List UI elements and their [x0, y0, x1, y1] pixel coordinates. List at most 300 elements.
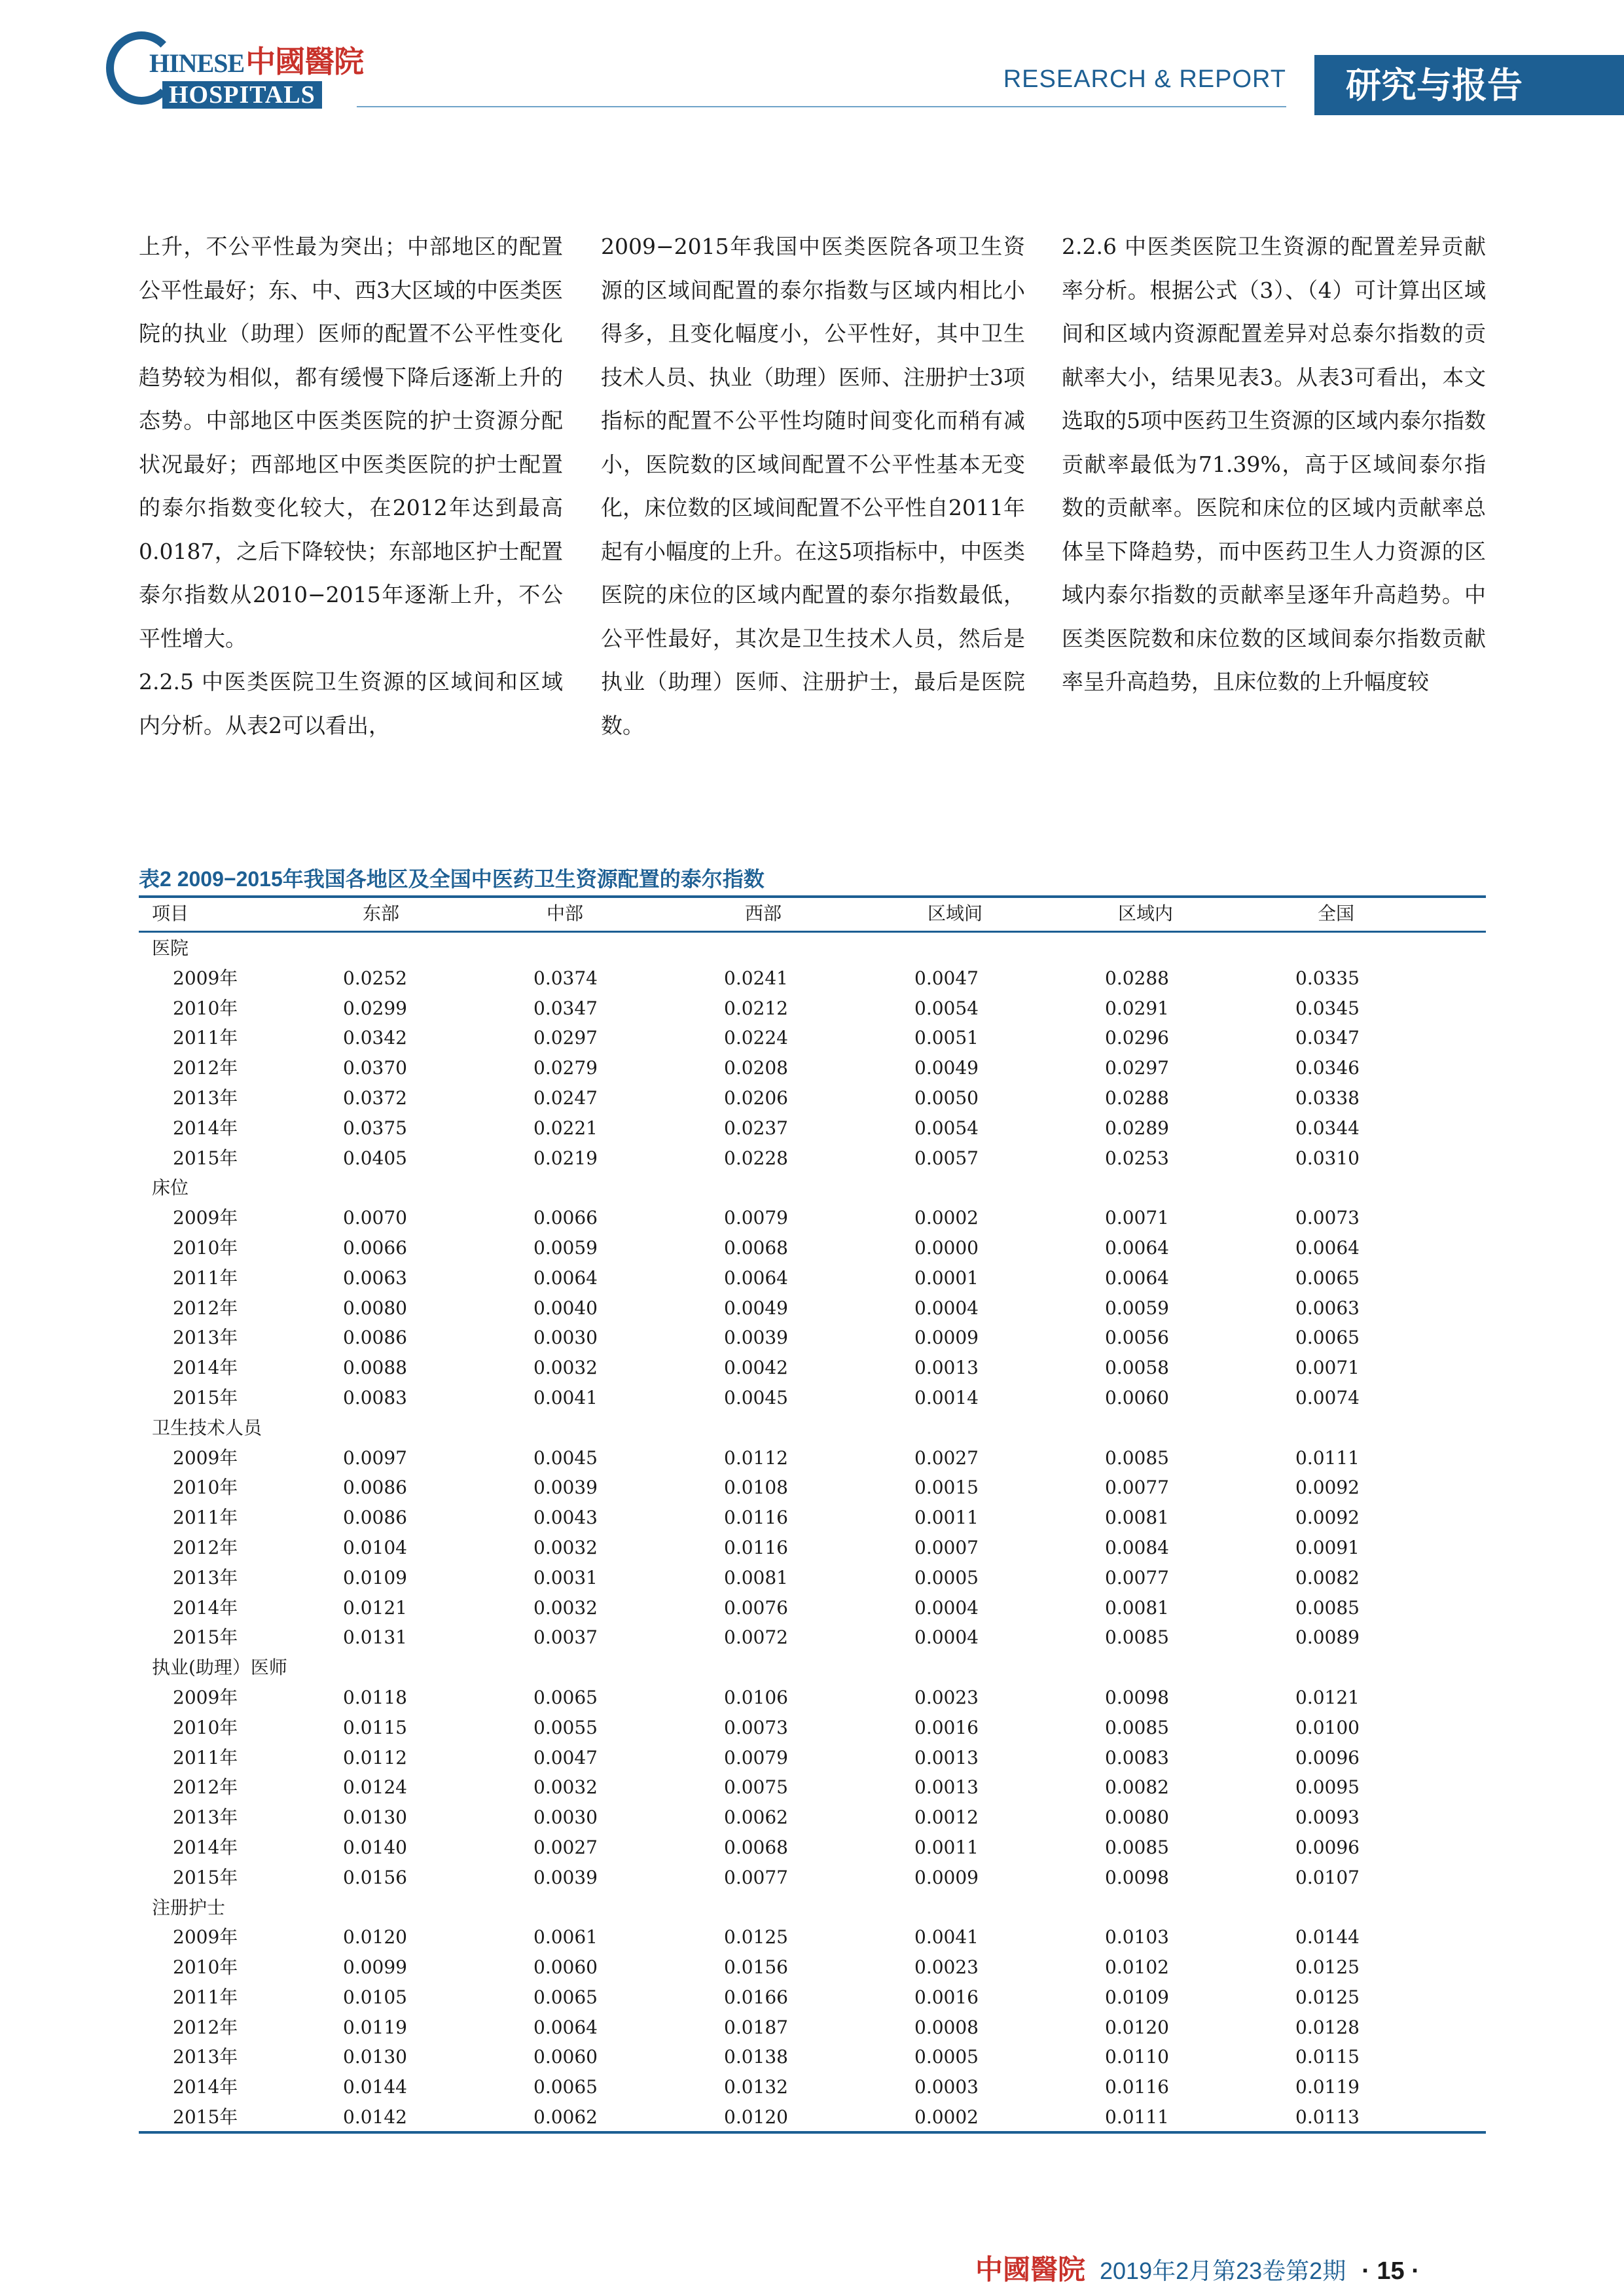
table-row — [139, 1743, 1486, 1773]
value-cell: 0.0335 — [1295, 967, 1360, 989]
value-cell: 0.0015 — [914, 1477, 979, 1499]
value-cell: 0.0080 — [343, 1297, 407, 1319]
logo-wordmark — [149, 45, 363, 80]
value-cell: 0.0083 — [343, 1386, 407, 1408]
value-cell: 0.0247 — [533, 1086, 598, 1109]
value-cell: 0.0050 — [914, 1086, 979, 1109]
value-cell: 0.0092 — [1295, 1477, 1360, 1499]
year-cell: 2012年 — [173, 1297, 238, 1319]
year-cell: 2013年 — [173, 1327, 238, 1349]
table-row — [139, 2042, 1486, 2072]
value-cell: 0.0072 — [724, 1626, 788, 1649]
column-header: 项目 — [152, 903, 189, 924]
value-cell: 0.0115 — [343, 1716, 407, 1738]
value-cell: 0.0004 — [914, 1626, 979, 1649]
value-cell: 0.0187 — [724, 2016, 788, 2038]
value-cell: 0.0058 — [1105, 1357, 1169, 1379]
value-cell: 0.0291 — [1105, 997, 1169, 1019]
table-row — [139, 1563, 1486, 1593]
value-cell: 0.0066 — [343, 1236, 407, 1259]
group-label: 医院 — [152, 937, 189, 959]
value-cell: 0.0077 — [1105, 1477, 1169, 1499]
value-cell: 0.0116 — [1105, 2076, 1169, 2098]
value-cell: 0.0065 — [533, 2076, 598, 2098]
column-header: 中部 — [547, 903, 584, 924]
column-header: 东部 — [363, 903, 400, 924]
value-cell: 0.0125 — [1295, 1956, 1360, 1979]
value-cell: 0.0049 — [724, 1297, 788, 1319]
section-tab — [1314, 55, 1624, 115]
table-row — [139, 1593, 1486, 1623]
value-cell: 0.0372 — [343, 1086, 407, 1109]
value-cell: 0.0096 — [1295, 1836, 1360, 1858]
value-cell: 0.0344 — [1295, 1117, 1360, 1139]
table-row — [139, 1833, 1486, 1863]
value-cell: 0.0047 — [914, 967, 979, 989]
value-cell: 0.0063 — [1295, 1297, 1360, 1319]
value-cell: 0.0116 — [724, 1507, 788, 1529]
value-cell: 0.0013 — [914, 1357, 979, 1379]
value-cell: 0.0345 — [1295, 997, 1360, 1019]
value-cell: 0.0065 — [533, 1686, 598, 1708]
value-cell: 0.0110 — [1105, 2046, 1169, 2068]
value-cell: 0.0140 — [343, 1836, 407, 1858]
value-cell: 0.0040 — [533, 1297, 598, 1319]
year-cell: 2015年 — [173, 2106, 238, 2128]
value-cell: 0.0138 — [724, 2046, 788, 2068]
value-cell: 0.0098 — [1105, 1686, 1169, 1708]
table-row — [139, 963, 1486, 994]
value-cell: 0.0045 — [533, 1446, 598, 1469]
paragraph: 2.2.6 中医类医院卫生资源的配置差异贡献率分析。根据公式（3）、（4）可计算出区域间和区域内资源配置差异对总泰尔指数的贡献率大小，结果见表3。从表3可看出，本文选取的5项中医药卫生资源的区域内泰尔指数贡献率最低为71.39%，高于区域间泰尔指数的贡献率。医院和床位的区域内贡献率总体呈下降趋势，而中医药卫生人力资源的区域内泰尔指数的贡献率呈逐年升高趋势。中医类医院数和床位数的区域间泰尔指数贡献率呈升高趋势，且床位数的上升幅度较 — [1062, 234, 1486, 694]
value-cell: 0.0032 — [533, 1357, 598, 1379]
value-cell: 0.0253 — [1105, 1147, 1169, 1169]
table-row — [139, 1683, 1486, 1713]
value-cell: 0.0079 — [724, 1207, 788, 1229]
value-cell: 0.0121 — [343, 1596, 407, 1619]
value-cell: 0.0003 — [914, 2076, 979, 2098]
year-cell: 2014年 — [173, 1596, 238, 1619]
table-row — [139, 1982, 1486, 2013]
value-cell: 0.0297 — [1105, 1057, 1169, 1079]
value-cell: 0.0054 — [914, 997, 979, 1019]
value-cell: 0.0011 — [914, 1836, 979, 1858]
table-group-row — [139, 1893, 1486, 1923]
year-cell: 2010年 — [173, 1477, 238, 1499]
value-cell: 0.0085 — [1105, 1716, 1169, 1738]
value-cell: 0.0119 — [343, 2016, 407, 2038]
value-cell: 0.0085 — [1105, 1626, 1169, 1649]
value-cell: 0.0070 — [343, 1207, 407, 1229]
table-row — [139, 1113, 1486, 1143]
column-header: 区域内 — [1118, 903, 1174, 924]
value-cell: 0.0088 — [343, 1357, 407, 1379]
value-cell: 0.0289 — [1105, 1117, 1169, 1139]
value-cell: 0.0041 — [533, 1386, 598, 1408]
value-cell: 0.0115 — [1295, 2046, 1360, 2068]
table-row — [139, 1323, 1486, 1353]
value-cell: 0.0375 — [343, 1117, 407, 1139]
year-cell: 2009年 — [173, 1446, 238, 1469]
value-cell: 0.0064 — [1105, 1236, 1169, 1259]
value-cell: 0.0091 — [1295, 1536, 1360, 1558]
value-cell: 0.0405 — [343, 1147, 407, 1169]
table-group-row — [139, 1413, 1486, 1443]
value-cell: 0.0119 — [1295, 2076, 1360, 2098]
value-cell: 0.0085 — [1105, 1446, 1169, 1469]
value-cell: 0.0111 — [1105, 2106, 1169, 2128]
value-cell: 0.0279 — [533, 1057, 598, 1079]
table-row — [139, 1952, 1486, 1982]
paragraph: 上升，不公平性最为突出；中部地区的配置公平性最好；东、中、西3大区域的中医类医院的执业（助理）医师的配置不公平性变化趋势较为相似，都有缓慢下降后逐渐上升的态势。中部地区中医类医院的护士资源分配状况最好；西部地区中医类医院的护士配置的泰尔指数变化较大，在2012年达到最高0.0187，之后下降较快；东部地区护士配置泰尔指数从2010−2015年逐渐上升，不公平性增大。 — [139, 234, 563, 651]
year-cell: 2015年 — [173, 1866, 238, 1888]
value-cell: 0.0023 — [914, 1686, 979, 1708]
value-cell: 0.0082 — [1105, 1776, 1169, 1799]
value-cell: 0.0064 — [533, 2016, 598, 2038]
value-cell: 0.0082 — [1295, 1566, 1360, 1588]
value-cell: 0.0097 — [343, 1446, 407, 1469]
logo-en-bottom: HOSPITALS — [162, 81, 322, 109]
value-cell: 0.0085 — [1105, 1836, 1169, 1858]
paragraph: 2.2.5 中医类医院卫生资源的区域间和区域内分析。从表2可以看出， — [139, 669, 563, 738]
value-cell: 0.0131 — [343, 1626, 407, 1649]
year-cell: 2009年 — [173, 1207, 238, 1229]
value-cell: 0.0296 — [1105, 1027, 1169, 1049]
value-cell: 0.0031 — [533, 1566, 598, 1588]
value-cell: 0.0002 — [914, 1207, 979, 1229]
value-cell: 0.0347 — [1295, 1027, 1360, 1049]
value-cell: 0.0252 — [343, 967, 407, 989]
value-cell: 0.0081 — [724, 1566, 788, 1588]
table-title: 表2 2009−2015年我国各地区及全国中医药卫生资源配置的泰尔指数 — [139, 867, 765, 891]
text-column-1 — [139, 225, 563, 747]
value-cell: 0.0288 — [1105, 967, 1169, 989]
value-cell: 0.0049 — [914, 1057, 979, 1079]
page-number: · 15 · — [1362, 2257, 1420, 2285]
table-row — [139, 1023, 1486, 1053]
value-cell: 0.0208 — [724, 1057, 788, 1079]
table-row — [139, 2072, 1486, 2102]
value-cell: 0.0108 — [724, 1477, 788, 1499]
table-header-row — [139, 894, 1486, 933]
value-cell: 0.0130 — [343, 2046, 407, 2068]
value-cell: 0.0081 — [1105, 1507, 1169, 1529]
value-cell: 0.0125 — [724, 1926, 788, 1948]
value-cell: 0.0060 — [533, 2046, 598, 2068]
value-cell: 0.0007 — [914, 1536, 979, 1558]
paragraph: 2009−2015年我国中医类医院各项卫生资源的区域间配置的泰尔指数与区域内相比小得多，且变化幅度小，公平性好，其中卫生技术人员、执业（助理）医师、注册护士3项指标的配置不公平性均随时间变化而稍有减小，医院数的区域间配置不公平性基本无变化，床位数的区域间配置不公平性自2011年起有小幅度的上升。在这5项指标中，中医类医院的床位的区域内配置的泰尔指数最低，公平性最好，其次是卫生技术人员，然后是执业（助理）医师、注册护士，最后是医院数。 — [601, 234, 1025, 738]
year-cell: 2011年 — [173, 1507, 238, 1529]
table-row — [139, 1143, 1486, 1174]
table-row — [139, 1863, 1486, 1893]
year-cell: 2012年 — [173, 1057, 238, 1079]
value-cell: 0.0103 — [1105, 1926, 1169, 1948]
value-cell: 0.0039 — [533, 1866, 598, 1888]
value-cell: 0.0120 — [1105, 2016, 1169, 2038]
value-cell: 0.0105 — [343, 1986, 407, 2008]
value-cell: 0.0068 — [724, 1236, 788, 1259]
value-cell: 0.0043 — [533, 1507, 598, 1529]
journal-logo — [106, 31, 364, 110]
value-cell: 0.0118 — [343, 1686, 407, 1708]
table-row — [139, 1623, 1486, 1653]
value-cell: 0.0005 — [914, 1566, 979, 1588]
value-cell: 0.0100 — [1295, 1716, 1360, 1738]
year-cell: 2015年 — [173, 1147, 238, 1169]
year-cell: 2012年 — [173, 2016, 238, 2038]
research-report-label: RESEARCH & REPORT — [1003, 65, 1286, 93]
value-cell: 0.0089 — [1295, 1626, 1360, 1649]
value-cell: 0.0104 — [343, 1536, 407, 1558]
value-cell: 0.0086 — [343, 1477, 407, 1499]
year-cell: 2010年 — [173, 1236, 238, 1259]
table-row — [139, 994, 1486, 1024]
value-cell: 0.0042 — [724, 1357, 788, 1379]
value-cell: 0.0032 — [533, 1776, 598, 1799]
value-cell: 0.0027 — [914, 1446, 979, 1469]
value-cell: 0.0066 — [533, 1207, 598, 1229]
value-cell: 0.0086 — [343, 1507, 407, 1529]
value-cell: 0.0032 — [533, 1596, 598, 1619]
text-column-2 — [601, 225, 1025, 747]
value-cell: 0.0098 — [1105, 1866, 1169, 1888]
value-cell: 0.0310 — [1295, 1147, 1360, 1169]
table-row — [139, 1713, 1486, 1743]
value-cell: 0.0011 — [914, 1507, 979, 1529]
value-cell: 0.0041 — [914, 1926, 979, 1948]
table-group-row — [139, 1653, 1486, 1683]
column-header: 全国 — [1318, 903, 1355, 924]
value-cell: 0.0055 — [533, 1716, 598, 1738]
value-cell: 0.0228 — [724, 1147, 788, 1169]
value-cell: 0.0297 — [533, 1027, 598, 1049]
value-cell: 0.0219 — [533, 1147, 598, 1169]
value-cell: 0.0299 — [343, 997, 407, 1019]
table-row — [139, 1383, 1486, 1413]
table-row — [139, 2102, 1486, 2132]
value-cell: 0.0109 — [343, 1566, 407, 1588]
value-cell: 0.0057 — [914, 1147, 979, 1169]
value-cell: 0.0075 — [724, 1776, 788, 1799]
year-cell: 2009年 — [173, 967, 238, 989]
value-cell: 0.0166 — [724, 1986, 788, 2008]
value-cell: 0.0113 — [1295, 2106, 1360, 2128]
value-cell: 0.0130 — [343, 1806, 407, 1829]
value-cell: 0.0221 — [533, 1117, 598, 1139]
table-row — [139, 1803, 1486, 1833]
value-cell: 0.0060 — [1105, 1386, 1169, 1408]
value-cell: 0.0081 — [1105, 1596, 1169, 1619]
value-cell: 0.0144 — [343, 2076, 407, 2098]
table-row — [139, 1353, 1486, 1383]
year-cell: 2010年 — [173, 997, 238, 1019]
footer-journal-name: 中國醫院 — [975, 2253, 1086, 2286]
value-cell: 0.0142 — [343, 2106, 407, 2128]
value-cell: 0.0065 — [1295, 1327, 1360, 1349]
value-cell: 0.0124 — [343, 1776, 407, 1799]
year-cell: 2013年 — [173, 1566, 238, 1588]
table-row — [139, 1473, 1486, 1503]
value-cell: 0.0073 — [1295, 1207, 1360, 1229]
value-cell: 0.0206 — [724, 1086, 788, 1109]
value-cell: 0.0224 — [724, 1027, 788, 1049]
value-cell: 0.0047 — [533, 1746, 598, 1768]
year-cell: 2010年 — [173, 1716, 238, 1738]
value-cell: 0.0237 — [724, 1117, 788, 1139]
value-cell: 0.0064 — [724, 1266, 788, 1289]
year-cell: 2014年 — [173, 1357, 238, 1379]
year-cell: 2014年 — [173, 1117, 238, 1139]
year-cell: 2012年 — [173, 1536, 238, 1558]
table-row — [139, 1293, 1486, 1323]
value-cell: 0.0009 — [914, 1866, 979, 1888]
value-cell: 0.0045 — [724, 1386, 788, 1408]
value-cell: 0.0156 — [724, 1956, 788, 1979]
value-cell: 0.0128 — [1295, 2016, 1360, 2038]
value-cell: 0.0060 — [533, 1956, 598, 1979]
year-cell: 2015年 — [173, 1386, 238, 1408]
theil-index-table — [139, 894, 1486, 2132]
value-cell: 0.0121 — [1295, 1686, 1360, 1708]
value-cell: 0.0023 — [914, 1956, 979, 1979]
value-cell: 0.0000 — [914, 1236, 979, 1259]
value-cell: 0.0013 — [914, 1776, 979, 1799]
text-column-3 — [1062, 225, 1486, 704]
column-header: 西部 — [745, 903, 782, 924]
year-cell: 2013年 — [173, 1806, 238, 1829]
year-cell: 2011年 — [173, 1266, 238, 1289]
value-cell: 0.0002 — [914, 2106, 979, 2128]
year-cell: 2011年 — [173, 1027, 238, 1049]
value-cell: 0.0001 — [914, 1266, 979, 1289]
value-cell: 0.0076 — [724, 1596, 788, 1619]
footer-issue: 2019年2月第23卷第2期 — [1100, 2257, 1346, 2284]
value-cell: 0.0112 — [343, 1746, 407, 1768]
value-cell: 0.0013 — [914, 1746, 979, 1768]
value-cell: 0.0120 — [724, 2106, 788, 2128]
value-cell: 0.0156 — [343, 1866, 407, 1888]
table-row — [139, 1533, 1486, 1563]
table-group-row — [139, 1173, 1486, 1203]
value-cell: 0.0037 — [533, 1626, 598, 1649]
value-cell: 0.0064 — [1295, 1236, 1360, 1259]
table-group-row — [139, 933, 1486, 963]
value-cell: 0.0079 — [724, 1746, 788, 1768]
value-cell: 0.0064 — [533, 1266, 598, 1289]
value-cell: 0.0059 — [533, 1236, 598, 1259]
value-cell: 0.0092 — [1295, 1507, 1360, 1529]
value-cell: 0.0080 — [1105, 1806, 1169, 1829]
value-cell: 0.0051 — [914, 1027, 979, 1049]
table-row — [139, 1263, 1486, 1293]
table-row — [139, 1772, 1486, 1803]
value-cell: 0.0077 — [1105, 1566, 1169, 1588]
year-cell: 2014年 — [173, 2076, 238, 2098]
value-cell: 0.0071 — [1295, 1357, 1360, 1379]
value-cell: 0.0109 — [1105, 1986, 1169, 2008]
group-label: 床位 — [152, 1177, 189, 1199]
value-cell: 0.0144 — [1295, 1926, 1360, 1948]
column-header: 区域间 — [928, 903, 983, 924]
value-cell: 0.0342 — [343, 1027, 407, 1049]
value-cell: 0.0039 — [533, 1477, 598, 1499]
year-cell: 2013年 — [173, 1086, 238, 1109]
value-cell: 0.0212 — [724, 997, 788, 1019]
year-cell: 2011年 — [173, 1986, 238, 2008]
value-cell: 0.0027 — [533, 1836, 598, 1858]
year-cell: 2012年 — [173, 1776, 238, 1799]
value-cell: 0.0111 — [1295, 1446, 1360, 1469]
value-cell: 0.0083 — [1105, 1746, 1169, 1768]
year-cell: 2013年 — [173, 2046, 238, 2068]
value-cell: 0.0059 — [1105, 1297, 1169, 1319]
table-row — [139, 1443, 1486, 1473]
value-cell: 0.0073 — [724, 1716, 788, 1738]
value-cell: 0.0347 — [533, 997, 598, 1019]
value-cell: 0.0107 — [1295, 1866, 1360, 1888]
value-cell: 0.0071 — [1105, 1207, 1169, 1229]
year-cell: 2014年 — [173, 1836, 238, 1858]
value-cell: 0.0241 — [724, 967, 788, 989]
value-cell: 0.0346 — [1295, 1057, 1360, 1079]
value-cell: 0.0032 — [533, 1536, 598, 1558]
value-cell: 0.0061 — [533, 1926, 598, 1948]
value-cell: 0.0016 — [914, 1986, 979, 2008]
value-cell: 0.0016 — [914, 1716, 979, 1738]
value-cell: 0.0288 — [1105, 1086, 1169, 1109]
value-cell: 0.0068 — [724, 1836, 788, 1858]
value-cell: 0.0085 — [1295, 1596, 1360, 1619]
value-cell: 0.0338 — [1295, 1086, 1360, 1109]
table-rule-bottom — [139, 2131, 1486, 2134]
value-cell: 0.0077 — [724, 1866, 788, 1888]
table-row — [139, 1922, 1486, 1952]
value-cell: 0.0086 — [343, 1327, 407, 1349]
table-row — [139, 1233, 1486, 1263]
logo-cn: 中國醫院 — [245, 45, 364, 79]
year-cell: 2015年 — [173, 1626, 238, 1649]
value-cell: 0.0120 — [343, 1926, 407, 1948]
value-cell: 0.0004 — [914, 1596, 979, 1619]
value-cell: 0.0065 — [533, 1986, 598, 2008]
page-footer — [975, 2251, 1420, 2288]
value-cell: 0.0062 — [724, 1806, 788, 1829]
value-cell: 0.0030 — [533, 1327, 598, 1349]
value-cell: 0.0064 — [1105, 1266, 1169, 1289]
value-cell: 0.0095 — [1295, 1776, 1360, 1799]
table-row — [139, 2013, 1486, 2043]
table-body — [139, 933, 1486, 2132]
year-cell: 2011年 — [173, 1746, 238, 1768]
group-label: 注册护士 — [152, 1896, 226, 1918]
value-cell: 0.0062 — [533, 2106, 598, 2128]
value-cell: 0.0112 — [724, 1446, 788, 1469]
section-label: 研究与报告 — [1346, 64, 1523, 106]
table-row — [139, 1203, 1486, 1233]
value-cell: 0.0065 — [1295, 1266, 1360, 1289]
value-cell: 0.0374 — [533, 967, 598, 989]
value-cell: 0.0132 — [724, 2076, 788, 2098]
year-cell: 2009年 — [173, 1686, 238, 1708]
table-row — [139, 1083, 1486, 1113]
table-row — [139, 1053, 1486, 1083]
value-cell: 0.0102 — [1105, 1956, 1169, 1979]
group-label: 卫生技术人员 — [152, 1416, 262, 1439]
value-cell: 0.0056 — [1105, 1327, 1169, 1349]
value-cell: 0.0014 — [914, 1386, 979, 1408]
header-rule — [357, 106, 1286, 107]
value-cell: 0.0093 — [1295, 1806, 1360, 1829]
